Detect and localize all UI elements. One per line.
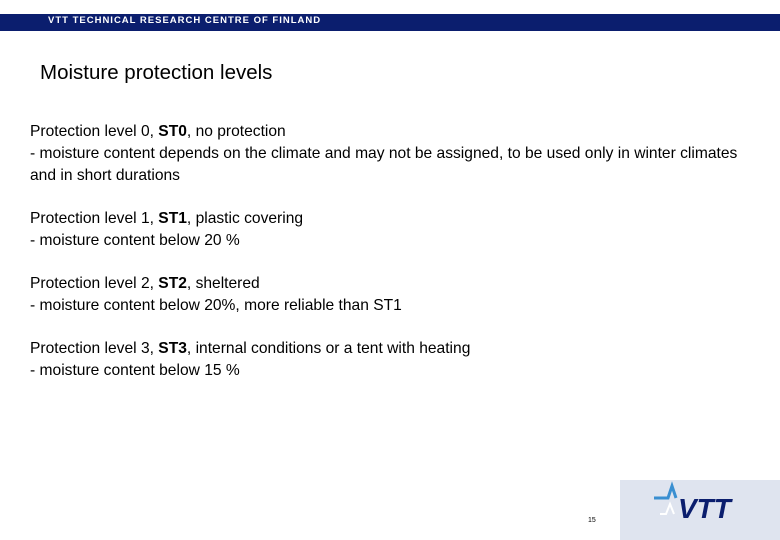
slide-title: Moisture protection levels [40, 61, 273, 84]
level-heading: Protection level 3, ST3, internal conditions or a tent with heating [30, 340, 471, 357]
level-description: - moisture content below 15 % [30, 362, 240, 379]
vtt-logo [620, 480, 780, 540]
level-code: ST1 [158, 210, 187, 227]
level-code: ST3 [158, 340, 187, 357]
protection-level-1 [30, 208, 750, 252]
level-description: - moisture content below 20 % [30, 232, 240, 249]
level-description: - moisture content depends on the climate and may not be assigned, to be used only in winter climates and in short durations [30, 145, 738, 184]
level-heading: Protection level 1, ST1, plastic covering [30, 210, 304, 227]
header-bar [0, 14, 780, 31]
protection-level-0 [30, 121, 750, 187]
level-description: - moisture content below 20%, more reliable than ST1 [30, 297, 402, 314]
protection-level-2 [30, 273, 750, 317]
protection-levels-list [30, 121, 750, 382]
level-heading: Protection level 0, ST0, no protection [30, 123, 286, 140]
level-code: ST0 [158, 123, 187, 140]
organization-name: VTT TECHNICAL RESEARCH CENTRE OF FINLAND [48, 15, 322, 26]
page-number: 15 [588, 517, 596, 524]
logo-text: VTT [678, 493, 731, 524]
vtt-logo-icon [620, 480, 780, 540]
protection-level-3 [30, 338, 750, 382]
level-heading: Protection level 2, ST2, sheltered [30, 275, 260, 292]
level-code: ST2 [158, 275, 187, 292]
